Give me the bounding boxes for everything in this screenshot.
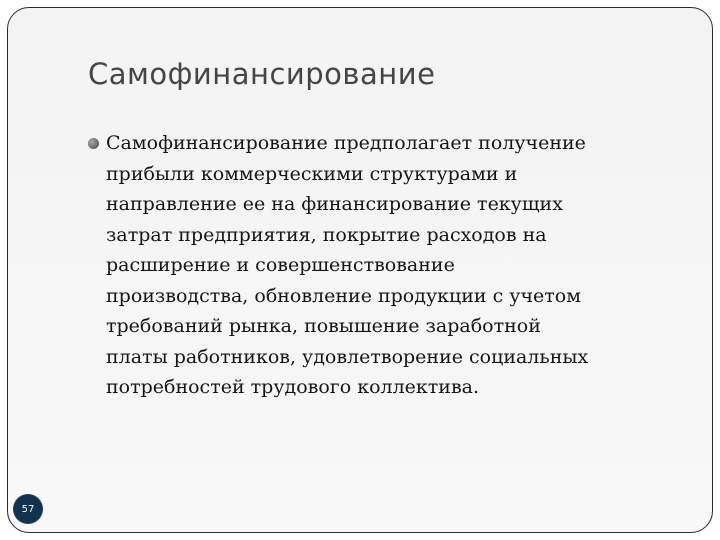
bullet-line: направление ее на финансирование текущих (106, 193, 563, 215)
bullet-line: прибыли коммерческими структурами и (106, 162, 518, 185)
bullet-line: платы работников, удовлетворение социальных (106, 345, 589, 368)
bullet-dot-icon (88, 138, 99, 149)
slide-number: 57 (21, 503, 35, 515)
bullet-line: потребностей трудового коллектива. (106, 376, 480, 398)
bullet-line: затрат предприятия, покрытие расходов на (106, 223, 547, 246)
slide-title: Самофинансирование (88, 57, 436, 91)
bullet-item (88, 128, 698, 403)
bullet-line: производства, обновление продукции с учетом (106, 284, 581, 307)
bullet-line: требований рынка, повышение заработной (106, 315, 541, 337)
bullet-line: расширение и совершенствование (106, 254, 455, 276)
slide (7, 7, 713, 533)
slide-content (88, 128, 698, 403)
bullet-line: Самофинансирование предполагает получение (106, 132, 586, 154)
title-area (88, 56, 688, 112)
slide-number-badge (13, 494, 43, 524)
